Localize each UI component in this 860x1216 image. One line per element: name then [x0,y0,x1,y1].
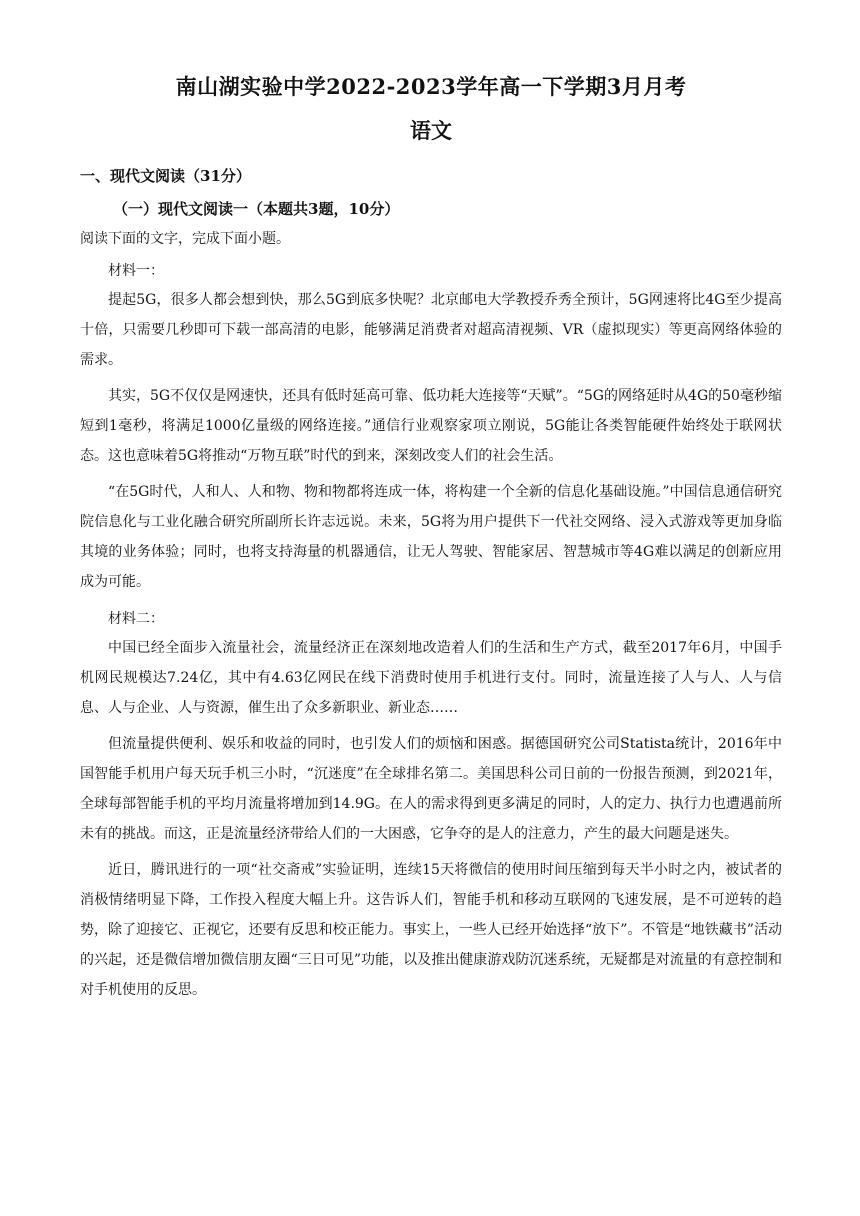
material-one-paragraph: “在5G时代，人和人、人和物、物和物都将连成一体，将构建一个全新的信息化基础设施。”中国信息通信研究院信息化与工业化融合研究所副所长许志远说。未来，5G将为用户提供下一代社交网络、浸入式游戏等更加身临其境的业务体验；同时，也将支持海量的机器通信，让无人驾驶、智能家居、智慧城市等4G难以满足的创新应用成为可能。 [80,484,782,590]
exam-title: 南山湖实验中学2022-2023学年高一下学期3月月考 [175,74,687,99]
material-one-paragraph: 提起5G，很多人都会想到快，那么5G到底多快呢？北京邮电大学教授乔秀全预计，5G网速将比4G至少提高十倍，只需要几秒即可下载一部高清的电影，能够满足消费者对超高清视频、VR（虚拟现实）等更高网络体验的需求。 [80,292,782,368]
material-one-paragraph: 其实，5G不仅仅是网速快，还具有低时延高可靠、低功耗大连接等“天赋”。“5G的网络延时从4G的50毫秒缩短到1毫秒，将满足1000亿量级的网络连接。”通信行业观察家项立刚说，5G能让各类智能硬件始终处于联网状态。这也意味着5G将推动“万物互联”时代的到来，深刻改变人们的社会生活。 [80,388,782,464]
subject-title: 语文 [410,118,452,143]
reading-instruction: 阅读下面的文字，完成下面小题。 [80,231,290,247]
material-one-label: 材料一： [108,263,164,279]
material-two-label: 材料二： [108,611,164,627]
section-heading: 一、现代文阅读（31分） [80,167,251,185]
sub-section-heading: （一）现代文阅读一（本题共3题，10分） [113,200,400,218]
material-two-paragraph: 中国已经全面步入流量社会，流量经济正在深刻地改造着人们的生活和生产方式，截至2017年6月，中国手机网民规模达7.24亿，其中有4.63亿网民在线下消费时使用手机进行支付。同时，流量连接了人与人、人与信息、人与企业、人与资源，催生出了众多新职业、新业态…… [80,640,782,716]
material-two-paragraph: 近日，腾讯进行的一项“社交斋戒”实验证明，连续15天将微信的使用时间压缩到每天半小时之内，被试者的消极情绪明显下降，工作投入程度大幅上升。这告诉人们，智能手机和移动互联网的飞速发展，是不可逆转的趋势，除了迎接它、正视它，还要有反思和校正能力。事实上，一些人已经开始选择“放下”。不管是“地铁藏书”活动的兴起，还是微信增加微信朋友圈“三日可见”功能，以及推出健康游戏防沉迷系统，无疑都是对流量的有意控制和对手机使用的反思。 [80,862,782,998]
material-two-paragraph: 但流量提供便利、娱乐和收益的同时，也引发人们的烦恼和困惑。据德国研究公司Statista统计，2016年中国智能手机用户每天玩手机三小时，“沉迷度”在全球排名第二。美国思科公司日前的一份报告预测，到2021年，全球每部智能手机的平均月流量将增加到14.9G。在人的需求得到更多满足的同时，人的定力、执行力也遭遇前所未有的挑战。而这，正是流量经济带给人们的一大困惑，它争夺的是人的注意力，产生的最大问题是迷失。 [80,736,782,842]
